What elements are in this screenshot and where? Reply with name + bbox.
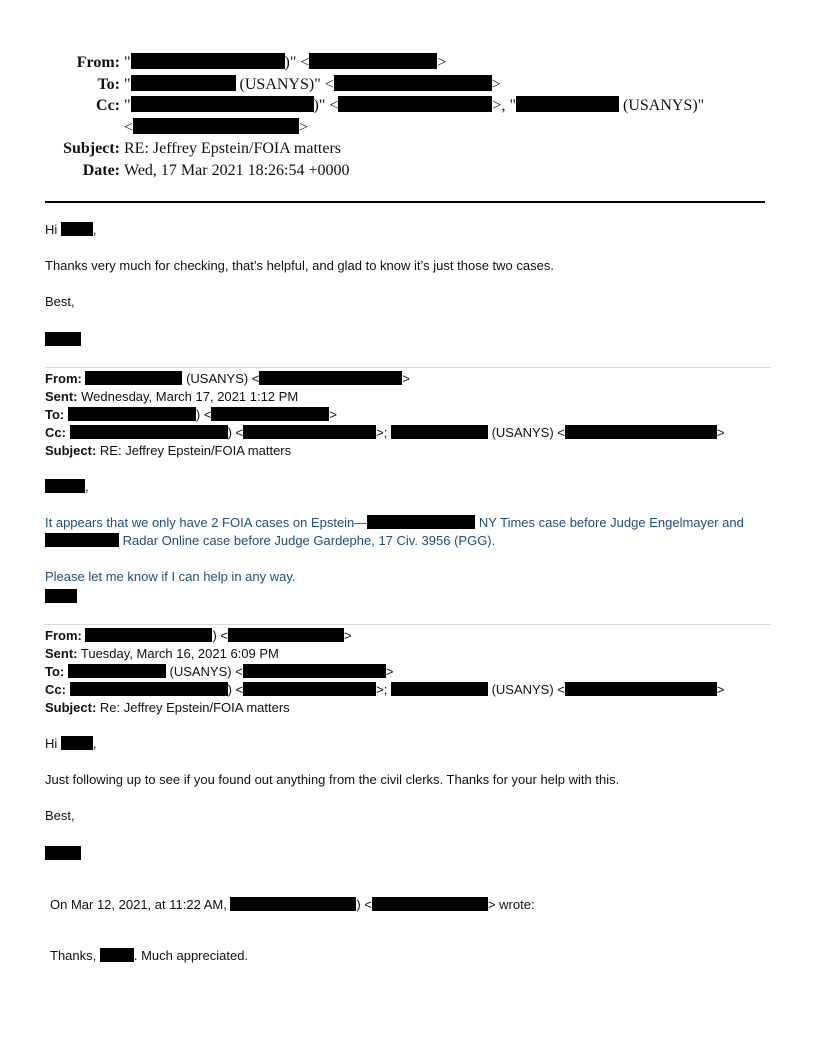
redaction-box <box>68 664 166 678</box>
quote1-cc <box>45 424 724 442</box>
header-from-label: From: <box>76 54 120 71</box>
redaction-box <box>70 425 228 439</box>
header-subject-label: Subject: <box>63 140 120 157</box>
redaction-box <box>334 75 492 91</box>
header-cc-quote: " <box>124 97 131 114</box>
quote3-on-sep: ) < <box>356 897 372 912</box>
quote2-to-end: > <box>385 664 394 679</box>
header-from-quote: " <box>124 54 131 71</box>
redaction-box <box>131 75 236 91</box>
quote2-from-end: > <box>344 628 352 643</box>
quote1-body-text3: Radar Online case before Judge Gardephe, 17 Civ. 3956 (PGG). <box>119 533 496 548</box>
header-cc-open: < <box>124 118 134 136</box>
quote2-subject-label: Subject: <box>45 700 97 715</box>
header-from-end: > <box>437 54 447 71</box>
redaction-box <box>243 425 376 439</box>
redaction-box <box>61 222 93 236</box>
quote2-cc <box>45 681 724 699</box>
redaction-box <box>45 332 81 346</box>
header-subject-value: RE: Jeffrey Epstein/FOIA matters <box>124 140 341 157</box>
redaction-box <box>45 533 119 547</box>
quote2-greeting <box>45 735 97 753</box>
quote2-cc-label: Cc: <box>45 682 66 697</box>
redaction-box <box>391 682 488 696</box>
header-subject-row <box>0 138 816 160</box>
header-from-value <box>124 52 446 74</box>
header-date-value: Wed, 17 Mar 2021 18:26:54 +0000 <box>124 161 350 179</box>
quote2-cc-end: > <box>716 682 725 697</box>
quote2-closing: Best, <box>45 808 75 823</box>
header-cc-sep2: >, " <box>492 97 516 114</box>
redaction-box <box>100 948 134 962</box>
quote2-sent-value: Tuesday, March 16, 2021 6:09 PM <box>77 646 279 661</box>
quote3-attribution <box>50 896 535 914</box>
redaction-box <box>68 407 196 421</box>
redaction-box <box>372 897 488 911</box>
header-to-value <box>124 74 501 96</box>
quote1-body-line1 <box>45 514 744 532</box>
quote1-subject <box>45 442 291 460</box>
quote1-sent-label: Sent: <box>45 389 78 404</box>
redaction-box <box>565 682 717 696</box>
greeting-comma: , <box>85 479 89 494</box>
quote2-divider <box>45 624 771 625</box>
header-to-sep: (USANYS)" < <box>235 75 334 93</box>
quote1-sent-value: Wednesday, March 17, 2021 1:12 PM <box>77 389 299 404</box>
message1-closing: Best, <box>45 294 75 309</box>
quote3-on-end: > wrote: <box>487 897 535 912</box>
message1-body: Thanks very much for checking, that’s helpful, and glad to know it’s just those two cases. <box>45 258 554 273</box>
quote2-to-text: (USANYS) < <box>165 664 243 679</box>
redaction-box <box>243 664 386 678</box>
header-cc-row <box>0 95 816 117</box>
quote1-greeting <box>45 478 89 496</box>
quote1-cc-label: Cc: <box>45 425 66 440</box>
redaction-box <box>338 96 492 112</box>
quote2-subject <box>45 699 290 717</box>
header-to-label: To: <box>97 75 120 93</box>
redaction-box <box>211 407 329 421</box>
quote1-cc-sep: >; <box>376 425 391 440</box>
quote1-body-line2 <box>45 532 495 550</box>
header-cc-value <box>124 95 704 117</box>
quote1-body-text2: NY Times case before Judge Engelmayer and <box>475 515 744 530</box>
header-date-row <box>0 160 816 182</box>
quote2-signature <box>45 845 81 863</box>
header-divider <box>45 201 765 203</box>
redaction-box <box>516 96 619 112</box>
header-cc-sep: )" < <box>313 97 339 114</box>
greeting-text: Hi <box>45 736 61 751</box>
header-from-row <box>0 52 816 74</box>
quote3-thanks-text: Thanks, <box>50 948 100 963</box>
redaction-box <box>131 53 285 69</box>
quote1-sent <box>45 388 298 406</box>
quote2-from <box>45 627 352 645</box>
redaction-box <box>131 96 314 112</box>
quote2-subject-value: Re: Jeffrey Epstein/FOIA matters <box>96 700 290 715</box>
quote1-cc-end: > <box>716 425 725 440</box>
quote1-help-line: Please let me know if I can help in any way. <box>45 569 296 584</box>
redaction-box <box>228 628 344 642</box>
quote3-thanks-end: . Much appreciated. <box>133 948 249 963</box>
quote2-sent-label: Sent: <box>45 646 78 661</box>
header-to-end: > <box>491 75 501 93</box>
redaction-box <box>85 371 182 385</box>
header-date-label: Date: <box>82 161 120 179</box>
quote1-from <box>45 370 410 388</box>
header-cc-close: > <box>299 118 309 136</box>
quote1-from-label: From: <box>45 371 82 386</box>
redaction-box <box>85 628 212 642</box>
quote2-cc-text: ) < <box>227 682 244 697</box>
quote1-to-end: > <box>329 407 338 422</box>
header-from-sep: )" < <box>284 54 310 71</box>
quote2-from-label: From: <box>45 628 82 643</box>
quote1-to-text: ) < <box>195 407 212 422</box>
quote2-body: Just following up to see if you found out anything from the civil clerks. Thanks for your help with this. <box>45 772 620 787</box>
email-header <box>0 52 816 181</box>
quote1-subject-label: Subject: <box>45 443 97 458</box>
redaction-box <box>391 425 488 439</box>
redaction-box <box>259 371 402 385</box>
header-cc-row-cont <box>0 117 816 139</box>
quote1-from-end: > <box>402 371 410 386</box>
redaction-box <box>70 682 228 696</box>
quote2-from-text: ) < <box>212 628 229 643</box>
message1-signature <box>45 331 81 349</box>
redaction-box <box>61 736 93 750</box>
quote1-body-text: It appears that we only have 2 FOIA cases on Epstein— <box>45 515 368 530</box>
quote2-sent <box>45 645 279 663</box>
redaction-box <box>45 479 85 493</box>
redaction-box <box>133 118 299 134</box>
quote2-cc-text2: (USANYS) < <box>487 682 565 697</box>
redaction-box <box>45 589 77 603</box>
quote1-to-label: To: <box>45 407 65 422</box>
quote2-cc-sep: >; <box>376 682 391 697</box>
redaction-box <box>367 515 475 529</box>
quote2-to-label: To: <box>45 664 65 679</box>
greeting-text: Hi <box>45 222 61 237</box>
greeting-comma: , <box>92 736 97 751</box>
redaction-box <box>230 897 356 911</box>
quote3-on-text: On Mar 12, 2021, at 11:22 AM, <box>50 897 231 912</box>
quote1-subject-value: RE: Jeffrey Epstein/FOIA matters <box>96 443 292 458</box>
header-to-row <box>0 74 816 96</box>
message1-greeting <box>45 221 97 239</box>
redaction-box <box>309 53 437 69</box>
quote1-cc-text: ) < <box>227 425 244 440</box>
redaction-box <box>243 682 376 696</box>
quote1-to <box>45 406 337 424</box>
quote1-cc-text2: (USANYS) < <box>487 425 565 440</box>
quote3-thanks <box>50 947 248 965</box>
header-cc-label: Cc: <box>96 97 120 114</box>
greeting-comma: , <box>92 222 97 237</box>
quote1-from-text: (USANYS) < <box>182 371 260 386</box>
header-to-quote: " <box>124 75 131 93</box>
redaction-box <box>565 425 717 439</box>
header-cc-value-cont <box>124 117 308 139</box>
header-cc-end: (USANYS)" <box>618 97 705 114</box>
quote1-divider <box>45 367 771 368</box>
quote1-signature <box>45 588 77 606</box>
quote2-to <box>45 663 393 681</box>
redaction-box <box>45 846 81 860</box>
